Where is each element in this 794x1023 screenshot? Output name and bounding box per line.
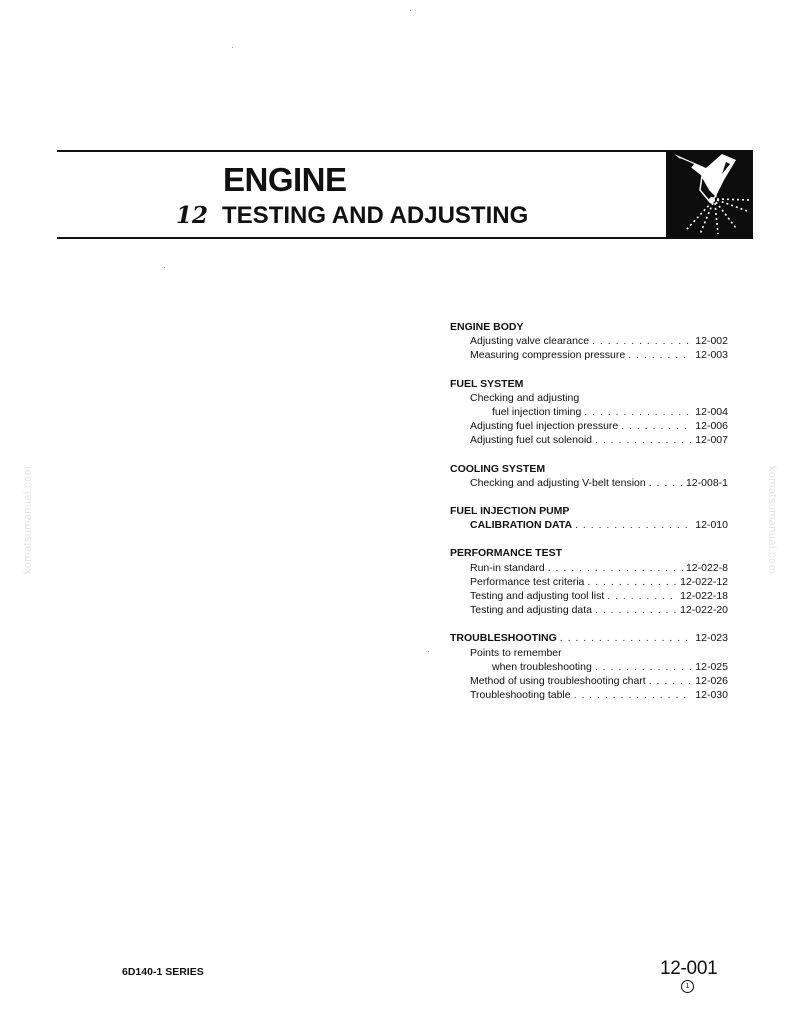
dot-leader: [574, 688, 693, 702]
toc-section-performance-test: [450, 546, 728, 617]
dot-leader: [649, 674, 693, 688]
toc-entry[interactable]: [450, 688, 728, 702]
dot-leader: [621, 419, 692, 433]
entry-page: 12-025: [695, 660, 728, 673]
engine-spray-logo-icon: [666, 150, 753, 237]
toc-entry[interactable]: [450, 405, 728, 419]
dot-leader: [548, 561, 683, 575]
toc-entry[interactable]: [450, 334, 728, 348]
dot-leader: [560, 631, 693, 645]
toc-section-troubleshooting: [450, 631, 728, 702]
chapter-number: 12: [176, 202, 209, 229]
toc-entry[interactable]: [450, 589, 728, 603]
entry-label: CALIBRATION DATA: [470, 519, 573, 532]
dot-leader: [649, 476, 683, 490]
entry-label: Checking and adjusting V-belt tension: [470, 476, 646, 489]
section-heading: ENGINE BODY: [450, 321, 524, 333]
series-label: 6D140-1 SERIES: [122, 966, 204, 978]
entry-page: 12-007: [695, 434, 728, 447]
section-heading: FUEL SYSTEM: [450, 377, 524, 390]
section-heading: FUEL INJECTION PUMP: [450, 505, 570, 518]
watermark-left: komatsumanual.com: [22, 465, 34, 575]
entry-label-continued: fuel injection timing: [492, 406, 582, 419]
header-bottom-rule: [57, 237, 753, 239]
scan-speck: [410, 10, 411, 11]
entry-label: Performance test criteria: [470, 575, 585, 588]
dot-leader: [628, 348, 692, 362]
entry-page: 12-008-1: [685, 476, 728, 489]
entry-label: Run-in standard: [470, 561, 545, 574]
revision-mark: 1: [681, 980, 694, 993]
section-heading: COOLING SYSTEM: [450, 462, 546, 475]
entry-label: Points to remember: [470, 646, 562, 659]
dot-leader: [595, 603, 677, 617]
section-heading: PERFORMANCE TEST: [450, 547, 563, 560]
header-top-rule: [57, 150, 753, 152]
toc-section-engine-body: [450, 320, 728, 363]
entry-page: 12-030: [695, 689, 728, 702]
dot-leader: [587, 575, 677, 589]
watermark-right: komatsumanual.com: [766, 465, 778, 575]
entry-page: 12-022-8: [685, 561, 728, 574]
toc-entry[interactable]: [450, 419, 728, 433]
toc-entry[interactable]: [450, 674, 728, 688]
entry-label: Adjusting fuel injection pressure: [470, 420, 619, 433]
dot-leader: [575, 518, 692, 532]
toc-section-cooling-system: [450, 462, 728, 490]
entry-label: Checking and adjusting: [470, 391, 580, 404]
entry-page: 12-022-20: [680, 604, 728, 617]
dot-leader: [595, 660, 692, 674]
entry-page: 12-022-18: [680, 590, 728, 603]
dot-leader: [584, 405, 692, 419]
dot-leader: [607, 589, 677, 603]
entry-page: 12-010: [695, 519, 728, 532]
toc-entry-first-line[interactable]: [450, 391, 728, 405]
toc-entry[interactable]: [450, 433, 728, 447]
entry-page: 12-004: [695, 406, 728, 419]
entry-label: Testing and adjusting data: [470, 604, 593, 617]
scan-speck: [428, 651, 429, 652]
toc-entry[interactable]: [450, 518, 728, 532]
dot-leader: [595, 433, 692, 447]
toc-entry-first-line[interactable]: [450, 646, 728, 660]
toc-entry[interactable]: [450, 660, 728, 674]
entry-page: 12-006: [695, 420, 728, 433]
entry-label: Measuring compression pressure: [470, 349, 626, 362]
entry-label-continued: when troubleshooting: [492, 660, 592, 673]
section-heading: TROUBLESHOOTING: [450, 632, 557, 645]
toc-entry[interactable]: [450, 561, 728, 575]
toc-entry[interactable]: [450, 575, 728, 589]
section-heading-entry[interactable]: [450, 631, 728, 645]
scan-speck: [164, 267, 165, 268]
entry-page: 12-002: [695, 335, 728, 348]
toc-entry[interactable]: [450, 476, 728, 490]
page-title: ENGINE: [223, 161, 347, 198]
scan-speck: [232, 47, 233, 48]
toc-section-fuel-system: [450, 377, 728, 448]
table-of-contents: [450, 320, 728, 716]
toc-entry[interactable]: [450, 603, 728, 617]
entry-page: 12-022-12: [680, 575, 728, 588]
entry-label: Troubleshooting table: [470, 689, 571, 702]
entry-page: 12-003: [695, 349, 728, 362]
entry-label: Testing and adjusting tool list: [470, 590, 605, 603]
chapter-subtitle: TESTING AND ADJUSTING: [222, 202, 529, 229]
toc-entry[interactable]: [450, 348, 728, 362]
toc-section-fuel-injection-pump: [450, 504, 728, 532]
chapter-heading: [176, 201, 528, 231]
entry-label: Method of using troubleshooting chart: [470, 675, 646, 688]
dot-leader: [592, 334, 692, 348]
entry-label: Adjusting valve clearance: [470, 335, 590, 348]
entry-label: Adjusting fuel cut solenoid: [470, 434, 592, 447]
page-number: 12-001: [660, 958, 718, 979]
entry-page: 12-023: [695, 632, 728, 645]
entry-page: 12-026: [695, 675, 728, 688]
